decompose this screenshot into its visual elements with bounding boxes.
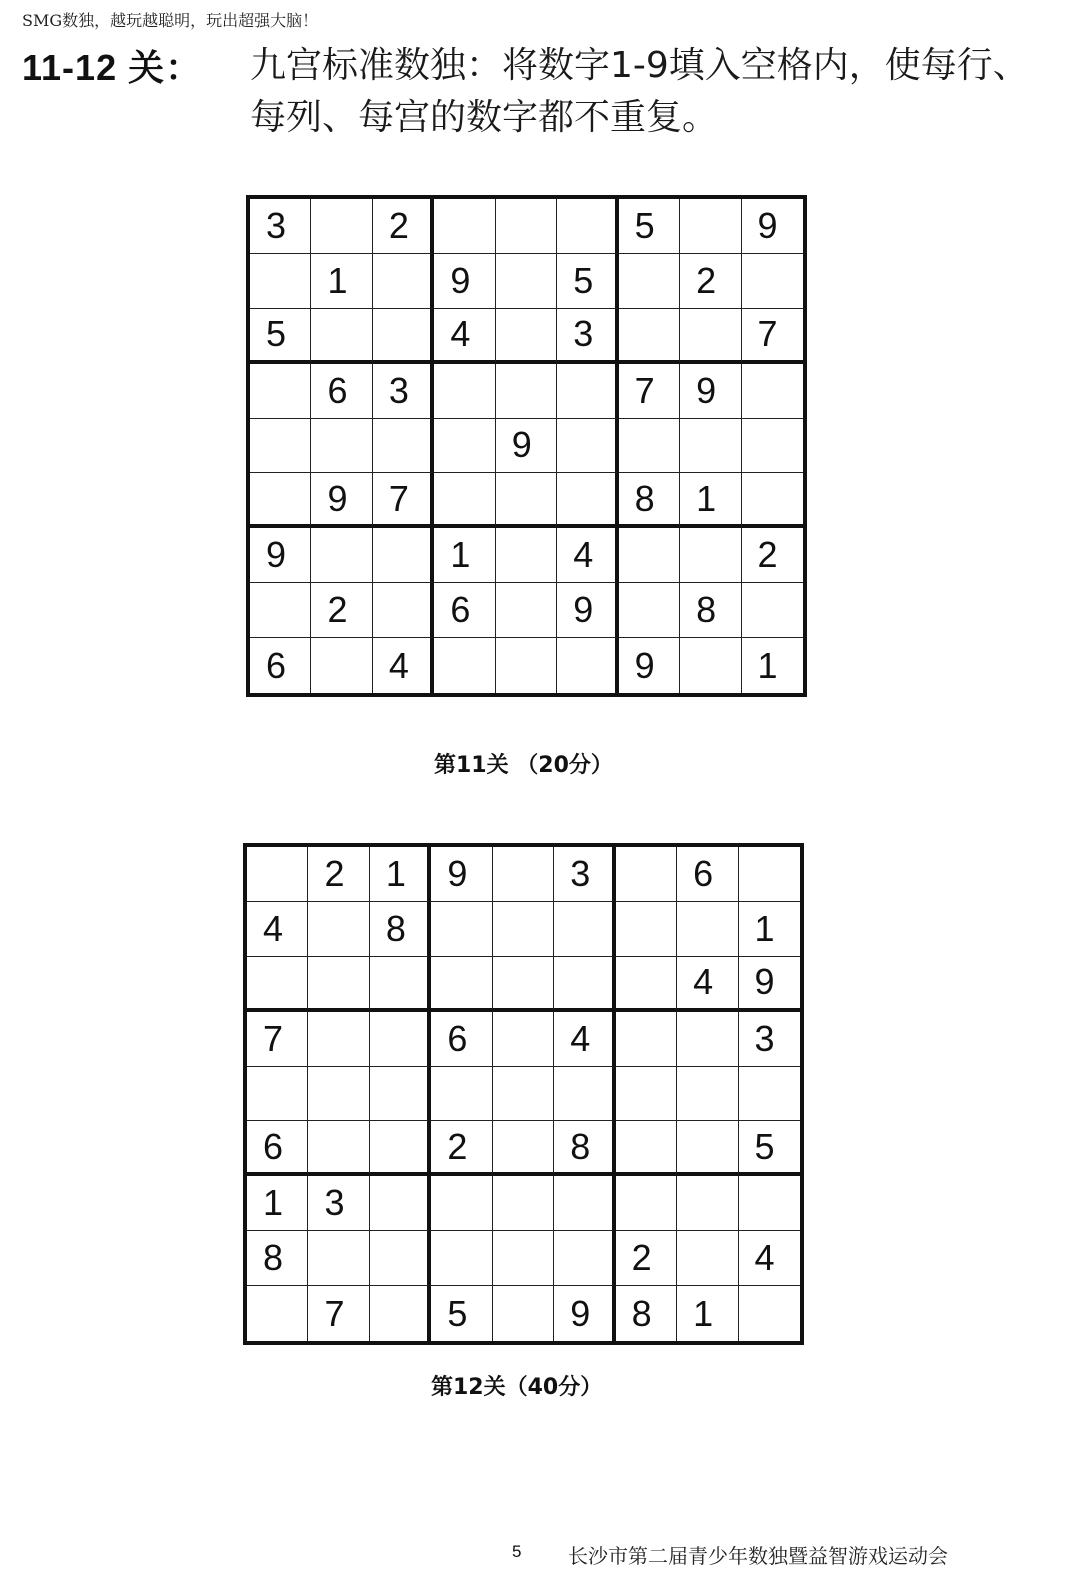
sudoku-cell[interactable]: 1 <box>370 847 431 902</box>
sudoku-cell[interactable] <box>250 254 311 309</box>
sudoku-cell[interactable] <box>370 1121 431 1176</box>
sudoku-cell[interactable]: 1 <box>677 1286 738 1341</box>
sudoku-cell[interactable] <box>739 1286 800 1341</box>
sudoku-cell[interactable] <box>250 364 311 419</box>
level-12-caption: 第12关（40分） <box>431 1375 603 1400</box>
sudoku-cell[interactable] <box>554 1067 615 1122</box>
sudoku-cell[interactable] <box>554 902 615 957</box>
sudoku-cell[interactable] <box>619 254 680 309</box>
sudoku-cell[interactable] <box>677 1176 738 1231</box>
sudoku-cell[interactable] <box>373 419 434 474</box>
sudoku-cell[interactable] <box>493 1286 554 1341</box>
sudoku-cell[interactable] <box>557 199 618 254</box>
sudoku-cell[interactable]: 2 <box>616 1231 677 1286</box>
sudoku-cell[interactable]: 1 <box>757 644 778 686</box>
sudoku-cell[interactable]: 2 <box>311 583 372 638</box>
sudoku-cell[interactable] <box>434 364 495 419</box>
instructions-text: 九宫标准数独：将数字1-9填入空格内，使每行、每列、每宫的数字都不重复。 <box>250 45 1029 138</box>
sudoku-cell[interactable] <box>247 1067 308 1122</box>
sudoku-cell[interactable] <box>742 473 803 528</box>
sudoku-cell[interactable]: 1 <box>247 1176 308 1231</box>
sudoku-cell[interactable] <box>250 583 311 638</box>
sudoku-cell[interactable] <box>557 473 618 528</box>
sudoku-cell[interactable] <box>554 1231 615 1286</box>
sudoku-cell[interactable] <box>308 1231 369 1286</box>
sudoku-cell[interactable]: 4 <box>739 1231 800 1286</box>
sudoku-cell[interactable]: 1 <box>434 528 495 583</box>
sudoku-cell[interactable] <box>247 957 308 1012</box>
sudoku-cell[interactable] <box>250 419 311 474</box>
sudoku-cell[interactable]: 4 <box>677 957 738 1012</box>
sudoku-cell[interactable]: 9 <box>680 364 741 419</box>
sudoku-cell[interactable]: 6 <box>311 364 372 419</box>
sudoku-cell[interactable]: 5 <box>619 199 680 254</box>
sudoku-cell[interactable]: 4 <box>247 902 308 957</box>
sudoku-cell[interactable] <box>619 419 680 474</box>
sudoku-cell[interactable] <box>739 847 800 902</box>
sudoku-cell[interactable]: 8 <box>616 1286 677 1341</box>
sudoku-cell[interactable]: 2 <box>431 1121 492 1176</box>
sudoku-cell[interactable]: 8 <box>619 473 680 528</box>
sudoku-cell[interactable]: 4 <box>434 309 495 364</box>
sudoku-cell[interactable] <box>680 419 741 474</box>
sudoku-cell[interactable]: 4 <box>554 1012 615 1067</box>
sudoku-cell[interactable] <box>496 364 557 419</box>
sudoku-grid-level-12 <box>243 843 804 1345</box>
sudoku-cell[interactable] <box>493 847 554 902</box>
sudoku-cell[interactable] <box>677 1231 738 1286</box>
sudoku-cell[interactable]: 9 <box>434 254 495 309</box>
header-slogan: SMG数独，越玩越聪明，玩出超强大脑！ <box>22 11 319 30</box>
sudoku-cell[interactable]: 2 <box>373 199 434 254</box>
sudoku-cell[interactable]: 5 <box>557 254 618 309</box>
sudoku-cell[interactable] <box>434 473 495 528</box>
sudoku-cell[interactable]: 9 <box>311 473 372 528</box>
sudoku-cell[interactable]: 3 <box>373 364 434 419</box>
sudoku-cell[interactable]: 9 <box>742 199 803 254</box>
sudoku-cell[interactable]: 7 <box>247 1012 308 1067</box>
sudoku-cell[interactable] <box>247 847 308 902</box>
sudoku-cell[interactable] <box>616 1012 677 1067</box>
sudoku-cell[interactable] <box>680 638 741 693</box>
sudoku-cell[interactable] <box>742 419 803 474</box>
sudoku-cell[interactable]: 4 <box>557 528 618 583</box>
sudoku-cell[interactable]: 9 <box>554 1286 615 1341</box>
sudoku-cell[interactable] <box>373 309 434 364</box>
sudoku-cell[interactable]: 3 <box>557 309 618 364</box>
sudoku-cell[interactable] <box>311 528 372 583</box>
sudoku-cell[interactable] <box>370 1012 431 1067</box>
sudoku-cell[interactable] <box>431 1231 492 1286</box>
sudoku-cell[interactable] <box>308 1121 369 1176</box>
sudoku-cell[interactable] <box>308 957 369 1012</box>
sudoku-cell[interactable] <box>434 199 495 254</box>
sudoku-cell[interactable] <box>557 364 618 419</box>
sudoku-cell[interactable] <box>677 902 738 957</box>
sudoku-cell[interactable] <box>493 1231 554 1286</box>
page-number: 5 <box>512 1542 522 1561</box>
sudoku-cell[interactable]: 3 <box>739 1012 800 1067</box>
sudoku-cell[interactable] <box>308 902 369 957</box>
sudoku-cell[interactable] <box>557 419 618 474</box>
sudoku-cell[interactable] <box>496 309 557 364</box>
sudoku-cell[interactable] <box>554 957 615 1012</box>
sudoku-cell[interactable] <box>493 1067 554 1122</box>
sudoku-cell[interactable] <box>677 1067 738 1122</box>
sudoku-cell[interactable] <box>616 847 677 902</box>
sudoku-cell[interactable]: 9 <box>431 847 492 902</box>
sudoku-cell[interactable] <box>680 199 741 254</box>
sudoku-cell[interactable]: 7 <box>742 309 803 364</box>
sudoku-cell[interactable] <box>493 1012 554 1067</box>
sudoku-cell[interactable] <box>250 473 311 528</box>
sudoku-cell[interactable] <box>739 1176 800 1231</box>
sudoku-cell[interactable]: 9 <box>557 583 618 638</box>
sudoku-cell[interactable] <box>496 528 557 583</box>
sudoku-cell[interactable] <box>680 528 741 583</box>
level-label: 11-12 关： <box>22 47 203 88</box>
sudoku-cell[interactable]: 1 <box>311 254 372 309</box>
sudoku-cell[interactable] <box>311 199 372 254</box>
sudoku-cell[interactable]: 2 <box>680 254 741 309</box>
sudoku-cell[interactable]: 2 <box>308 847 369 902</box>
sudoku-cell[interactable] <box>493 902 554 957</box>
sudoku-cell[interactable] <box>616 957 677 1012</box>
sudoku-cell[interactable] <box>496 199 557 254</box>
sudoku-cell[interactable] <box>619 528 680 583</box>
sudoku-cell[interactable] <box>742 364 803 419</box>
sudoku-cell[interactable] <box>373 528 434 583</box>
sudoku-cell[interactable] <box>616 902 677 957</box>
footer-event-name: 长沙市第二届青少年数独暨益智游戏运动会 <box>568 1544 948 1568</box>
sudoku-cell[interactable]: 6 <box>677 847 738 902</box>
sudoku-cell[interactable]: 5 <box>431 1286 492 1341</box>
sudoku-cell[interactable] <box>434 638 495 693</box>
sudoku-cell[interactable] <box>554 1176 615 1231</box>
sudoku-cell[interactable]: 9 <box>496 419 557 474</box>
sudoku-cell[interactable]: 9 <box>739 957 800 1012</box>
sudoku-cell[interactable] <box>496 638 557 693</box>
sudoku-cell[interactable] <box>311 638 372 693</box>
sudoku-cell[interactable]: 7 <box>308 1286 369 1341</box>
sudoku-cell[interactable]: 8 <box>370 902 431 957</box>
sudoku-cell[interactable]: 4 <box>373 638 434 693</box>
sudoku-cell[interactable] <box>431 902 492 957</box>
sudoku-cell[interactable] <box>680 309 741 364</box>
level-11-caption: 第11关 （20分） <box>434 753 613 778</box>
sudoku-grid-level-11 <box>246 195 807 697</box>
sudoku-cell[interactable] <box>619 583 680 638</box>
sudoku-cell[interactable] <box>370 957 431 1012</box>
sudoku-cell[interactable]: 7 <box>619 364 680 419</box>
sudoku-cell[interactable] <box>311 309 372 364</box>
sudoku-cell[interactable] <box>557 638 618 693</box>
sudoku-cell[interactable]: 9 <box>250 528 311 583</box>
sudoku-cell[interactable] <box>742 254 803 309</box>
sudoku-cell[interactable]: 3 <box>250 199 311 254</box>
sudoku-cell[interactable]: 8 <box>554 1121 615 1176</box>
sudoku-cell[interactable] <box>370 1176 431 1231</box>
sudoku-cell[interactable] <box>496 254 557 309</box>
sudoku-cell[interactable] <box>677 1121 738 1176</box>
sudoku-cell[interactable] <box>370 1231 431 1286</box>
sudoku-cell[interactable] <box>616 1176 677 1231</box>
sudoku-cell[interactable] <box>739 1067 800 1122</box>
sudoku-cell[interactable] <box>247 1286 308 1341</box>
sudoku-cell[interactable] <box>308 1012 369 1067</box>
sudoku-cell[interactable] <box>311 419 372 474</box>
sudoku-cell[interactable]: 9 <box>619 638 680 693</box>
sudoku-cell[interactable]: 2 <box>742 528 803 583</box>
sudoku-cell[interactable] <box>434 419 495 474</box>
sudoku-cell[interactable] <box>742 583 803 638</box>
sudoku-cell[interactable]: 3 <box>554 847 615 902</box>
sudoku-cell[interactable]: 5 <box>250 309 311 364</box>
sudoku-cell[interactable] <box>431 1176 492 1231</box>
sudoku-cell[interactable] <box>496 473 557 528</box>
sudoku-cell[interactable]: 6 <box>250 638 311 693</box>
sudoku-cell[interactable]: 6 <box>247 1121 308 1176</box>
sudoku-cell[interactable]: 3 <box>308 1176 369 1231</box>
sudoku-cell[interactable] <box>616 1121 677 1176</box>
sudoku-cell[interactable]: 8 <box>247 1231 308 1286</box>
sudoku-cell[interactable]: 5 <box>739 1121 800 1176</box>
sudoku-cell[interactable] <box>677 1012 738 1067</box>
sudoku-cell[interactable] <box>496 583 557 638</box>
sudoku-cell[interactable]: 6 <box>431 1012 492 1067</box>
sudoku-cell[interactable]: 1 <box>680 473 741 528</box>
sudoku-cell[interactable] <box>493 1176 554 1231</box>
sudoku-cell[interactable] <box>493 1121 554 1176</box>
sudoku-cell[interactable] <box>308 1067 369 1122</box>
sudoku-cell[interactable] <box>373 583 434 638</box>
sudoku-cell[interactable] <box>616 1067 677 1122</box>
sudoku-cell[interactable] <box>373 254 434 309</box>
sudoku-cell[interactable] <box>431 1067 492 1122</box>
sudoku-cell[interactable] <box>619 309 680 364</box>
sudoku-cell[interactable]: 6 <box>434 583 495 638</box>
sudoku-cell[interactable] <box>431 957 492 1012</box>
sudoku-cell[interactable]: 8 <box>680 583 741 638</box>
sudoku-cell[interactable]: 1 <box>739 902 800 957</box>
sudoku-cell[interactable] <box>370 1286 431 1341</box>
sudoku-cell[interactable] <box>493 957 554 1012</box>
sudoku-cell[interactable] <box>370 1067 431 1122</box>
sudoku-cell[interactable]: 7 <box>373 473 434 528</box>
